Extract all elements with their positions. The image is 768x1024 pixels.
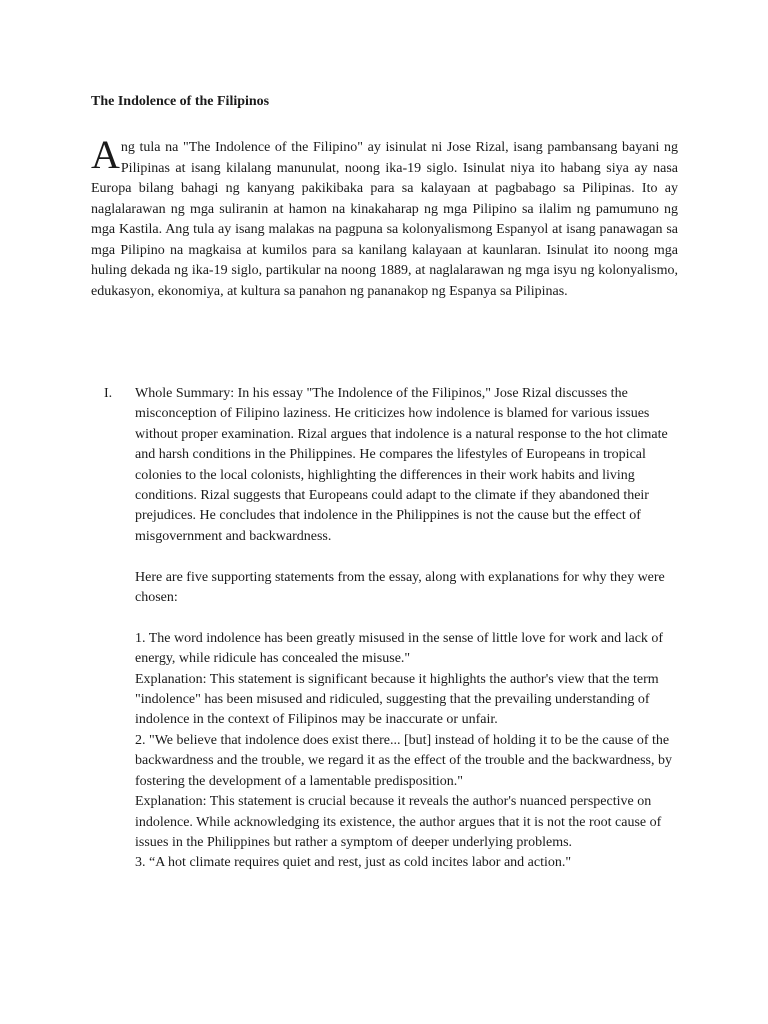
- explanation-2: Explanation: This statement is crucial because it reveals the author's nuanced perspective on indolence. While acknowledging its existence, the author argues that it is not the root cause of issues in the Philippines but rather a symptom of deeper underlying problems.: [135, 794, 662, 850]
- section-body: [135, 384, 680, 874]
- intro-paragraph: [91, 132, 678, 302]
- document-title: The Indolence of the Filipinos: [91, 94, 270, 109]
- whole-summary: Whole Summary: In his essay "The Indolence of the Filipinos," Jose Rizal discusses the misconception of Filipino laziness. He criticizes how indolence is blamed for various issues without proper examination. Rizal argues that indolence is a natural response to the hot climate and harsh conditions in the Philippines. He compares the lifestyles of Europeans in tropical colonies to the local colonists, highlighting the differences in their work habits and living conditions. Rizal suggests that Europeans could adapt to the climate if they abandoned their prejudices. He concludes that indolence in the Philippines is not the cause but the effect of misgovernment and backwardness.: [135, 386, 668, 544]
- supporting-intro: Here are five supporting statements from the essay, along with explanations for why they were chosen:: [135, 569, 665, 606]
- drop-cap: A: [91, 132, 120, 177]
- explanation-1: Explanation: This statement is significant because it highlights the author's view that the term "indolence" has been misused and ridiculed, suggesting that the prevailing understanding of indolence in the context of Filipinos may be inaccurate or unfair.: [135, 671, 659, 728]
- statement-2: 2. "We believe that indolence does exist there... [but] instead of holding it to be the cause of the backwardness and the trouble, we regard it as the effect of the trouble and the backwardness, by fostering the development of a lamentable predisposition.": [135, 732, 672, 789]
- statement-1: 1. The word indolence has been greatly misused in the sense of little love for work and lack of energy, while ridicule has concealed the misuse.": [135, 630, 664, 667]
- intro-text: ng tula na "The Indolence of the Filipino" ay isinulat ni Jose Rizal, isang pambansang bayani ng Pilipinas at isang kilalang manunulat, noong ika-19 siglo. Isinulat niya ito habang siya ay nasa Europa bilang bahagi ng kanyang pakikibaka para sa kalayaan at pagbabago sa Pilipinas. Ito ay naglalarawan ng mga suliranin at hamon na kinakaharap ng mga Pilipino sa ilalim ng pamumuno ng mga Kastila. Ang tula ay isang malakas na pagpuna sa kolonyalismong Espanyol at isang panawagan sa mga Pilipino na magkaisa at kumilos para sa kanilang kalayaan at kaunlaran. Isinulat ito noong mga huling dekada ng ika-19 siglo, partikular na noong 1889, at naglalarawan ng mga isyu ng kolonyalismo, edukasyon, ekonomiya, at kultura sa panahon ng pananakop ng Espanya sa Pilipinas.: [91, 140, 678, 299]
- section-numeral: I.: [104, 386, 113, 401]
- statement-3: 3. “A hot climate requires quiet and rest, just as cold incites labor and action.": [135, 855, 572, 871]
